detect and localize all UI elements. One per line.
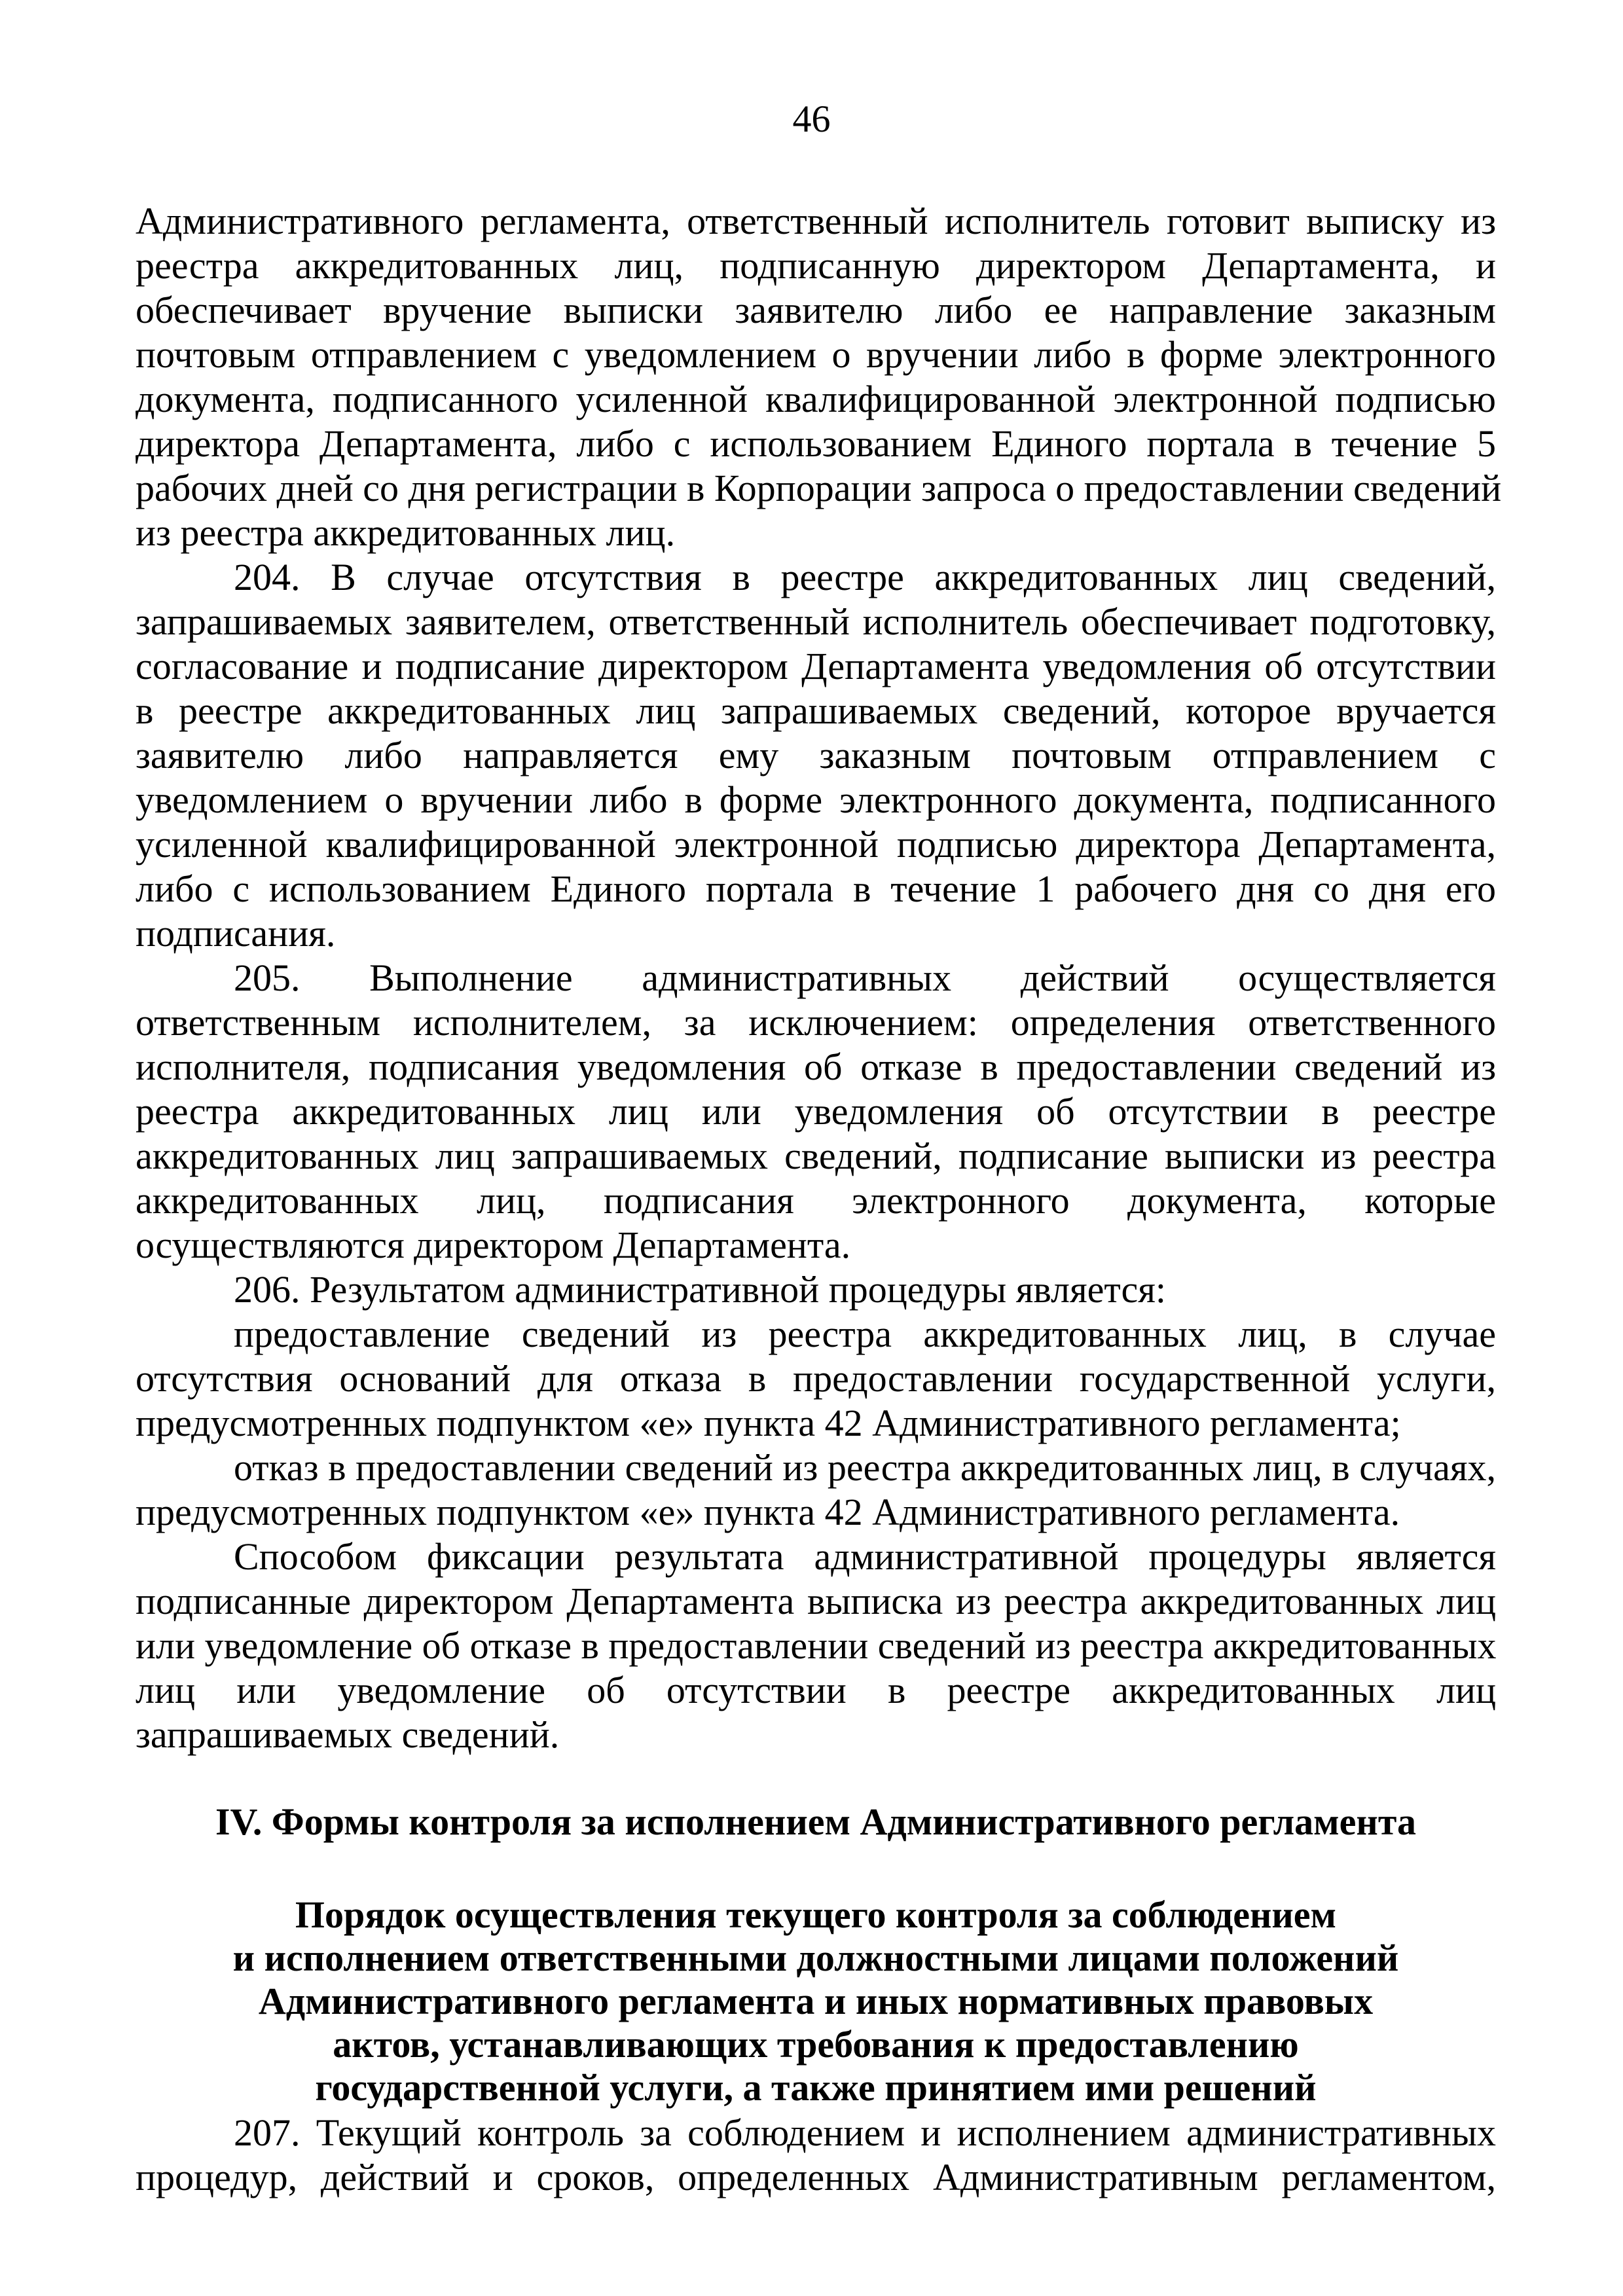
- paragraph: [136, 1312, 1496, 1446]
- text-line: исполнителя, подписания уведомления об отказе в предоставлении сведений из: [136, 1046, 1496, 1088]
- text-line: усиленной квалифицированной электронной подписью директора Департамента,: [136, 823, 1496, 866]
- subsection-heading-line: актов, устанавливающих требования к предоставлению: [333, 2023, 1299, 2066]
- paragraph: [136, 1267, 1496, 1312]
- paragraph: [136, 1446, 1496, 1535]
- text-line: директора Департамента, либо с использованием Единого портала в течение 5: [136, 422, 1496, 465]
- text-line: лиц или уведомление об отсутствии в реестре аккредитованных лиц: [136, 1669, 1496, 1711]
- paragraph: [136, 956, 1496, 1267]
- text-line: процедур, действий и сроков, определенных Административным регламентом,: [136, 2156, 1496, 2198]
- text-line: запрашиваемых заявителем, ответственный исполнитель обеспечивает подготовку,: [136, 600, 1496, 643]
- page-number: 46: [792, 98, 831, 140]
- text-line: отказ в предоставлении сведений из реестра аккредитованных лиц, в случаях,: [234, 1446, 1496, 1489]
- text-line: рабочих дней со дня регистрации в Корпорации запроса о предоставлении сведений: [136, 467, 1502, 509]
- body-text-top: [136, 199, 1502, 1757]
- text-line: из реестра аккредитованных лиц.: [136, 511, 676, 554]
- subsection-heading-line: государственной услуги, а также принятием ими решений: [315, 2066, 1317, 2109]
- text-line: 206. Результатом административной процедуры является:: [234, 1268, 1167, 1311]
- text-line: 204. В случае отсутствия в реестре аккредитованных лиц сведений,: [234, 556, 1496, 598]
- text-line: предусмотренных подпунктом «е» пункта 42 Административного регламента.: [136, 1491, 1400, 1533]
- subsection-heading-line: и исполнением ответственными должностными лицами положений: [232, 1937, 1399, 1979]
- text-line: уведомлением о вручении либо в форме электронного документа, подписанного: [136, 778, 1496, 821]
- paragraph: [136, 1535, 1496, 1757]
- text-line: либо с использованием Единого портала в течение 1 рабочего дня со дня его: [136, 867, 1496, 910]
- text-line: обеспечивает вручение выписки заявителю либо ее направление заказным: [136, 289, 1496, 331]
- subsection-heading-line: Порядок осуществления текущего контроля за соблюдением: [295, 1893, 1337, 1936]
- text-line: в реестре аккредитованных лиц запрашиваемых сведений, которое вручается: [136, 689, 1496, 732]
- paragraph: [136, 2111, 1496, 2200]
- text-line: предусмотренных подпунктом «е» пункта 42 Административного регламента;: [136, 1402, 1401, 1444]
- text-line: или уведомление об отказе в предоставлении сведений из реестра аккредитованных: [136, 1624, 1497, 1667]
- text-line: осуществляются директором Департамента.: [136, 1224, 851, 1266]
- paragraph: [136, 199, 1502, 555]
- text-line: документа, подписанного усиленной квалифицированной электронной подписью: [136, 378, 1496, 420]
- text-line: ответственным исполнителем, за исключением: определения ответственного: [136, 1001, 1496, 1044]
- text-line: 207. Текущий контроль за соблюдением и исполнением административных: [234, 2111, 1496, 2154]
- subsection-heading: [136, 1893, 1496, 2109]
- text-line: аккредитованных лиц, подписания электронного документа, которые: [136, 1179, 1496, 1222]
- text-line: аккредитованных лиц запрашиваемых сведений, подписание выписки из реестра: [136, 1135, 1496, 1177]
- text-line: заявителю либо направляется ему заказным почтовым отправлением с: [136, 734, 1496, 776]
- section-heading: IV. Формы контроля за исполнением Административного регламента: [215, 1800, 1417, 1843]
- body-text-bottom: [136, 2111, 1496, 2200]
- text-line: реестра аккредитованных лиц, подписанную директором Департамента, и: [136, 244, 1496, 287]
- text-line: отсутствия оснований для отказа в предоставлении государственной услуги,: [136, 1357, 1496, 1400]
- text-line: Административного регламента, ответственный исполнитель готовит выписку из: [136, 200, 1496, 242]
- text-line: почтовым отправлением с уведомлением о вручении либо в форме электронного: [136, 333, 1496, 376]
- text-line: 205. Выполнение административных действий осуществляется: [234, 957, 1496, 999]
- text-line: предоставление сведений из реестра аккредитованных лиц, в случае: [234, 1313, 1496, 1355]
- text-line: запрашиваемых сведений.: [136, 1713, 560, 1756]
- text-line: согласование и подписание директором Департамента уведомления об отсутствии: [136, 645, 1496, 687]
- subsection-heading-line: Административного регламента и иных нормативных правовых: [258, 1980, 1374, 2022]
- text-line: реестра аккредитованных лиц или уведомления об отсутствии в реестре: [136, 1090, 1496, 1133]
- text-line: подписанные директором Департамента выписка из реестра аккредитованных лиц: [136, 1580, 1496, 1622]
- text-line: Способом фиксации результата административной процедуры является: [234, 1535, 1496, 1578]
- paragraph: [136, 555, 1496, 956]
- text-line: подписания.: [136, 912, 336, 955]
